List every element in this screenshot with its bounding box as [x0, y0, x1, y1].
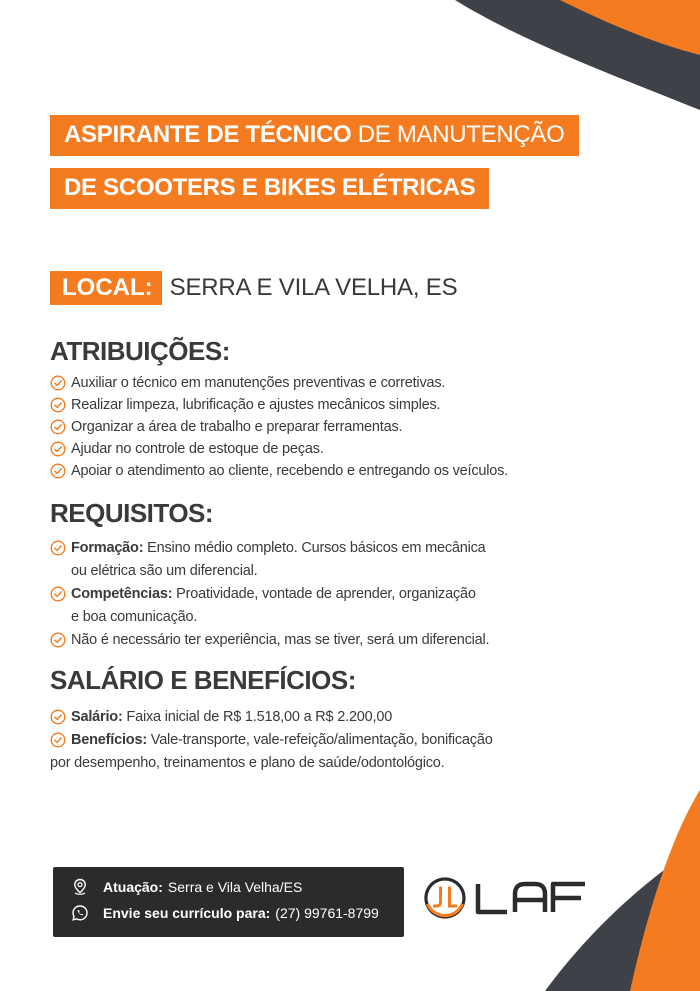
item-line2: ou elétrica são um diferencial.: [71, 563, 258, 579]
check-circle-icon: [50, 463, 66, 479]
item-line2: e boa comunicação.: [71, 609, 198, 625]
local-label: LOCAL:: [50, 271, 162, 305]
item-label: Formação:: [71, 540, 144, 556]
envie-label: Envie seu currículo para:: [103, 905, 271, 921]
item-value: Faixa inicial de R$ 1.518,00 a R$ 2.200,00: [122, 709, 393, 725]
location-pin-icon: [71, 878, 89, 896]
item-line1: Ensino médio completo. Cursos básicos em mecânica: [143, 540, 486, 556]
item-line2: por desempenho, treinamentos e plano de saúde/odontológico.: [50, 755, 445, 771]
item-text: Ajudar no controle de estoque de peças.: [71, 441, 324, 457]
item-text: Organizar a área de trabalho e preparar ferramentas.: [71, 419, 403, 435]
item-line1: Proatividade, vontade de aprender, organização: [172, 586, 476, 602]
title-rest: DE MANUTENÇÃO: [351, 121, 565, 148]
list-item: [50, 416, 508, 438]
item-text: Auxiliar o técnico em manutenções preventivas e corretivas.: [71, 375, 446, 391]
check-circle-icon: [50, 375, 66, 391]
check-circle-icon: [50, 709, 66, 725]
item-label: Benefícios:: [71, 732, 147, 748]
check-circle-icon: [50, 441, 66, 457]
check-circle-icon: [50, 540, 66, 556]
salario-list: [50, 706, 493, 775]
check-circle-icon: [50, 419, 66, 435]
atribuicoes-list: [50, 372, 508, 482]
logo-wordmark: [475, 881, 587, 915]
curriculo-row: [71, 904, 379, 922]
item-label: Competências:: [71, 586, 173, 602]
item-line1: Vale-transporte, vale-refeição/alimentação, bonificação: [146, 732, 493, 748]
salario-heading: SALÁRIO E BENEFÍCIOS:: [50, 665, 356, 695]
local-value: SERRA E VILA VELHA, ES: [169, 274, 458, 301]
item-text: [50, 729, 493, 775]
check-circle-icon: [50, 632, 66, 648]
top-right-orange-swoosh: [560, 0, 700, 55]
title-bold: ASPIRANTE DE TÉCNICO: [64, 121, 352, 148]
laf-logo: [423, 876, 587, 920]
list-item: [50, 583, 489, 629]
check-circle-icon: [50, 586, 66, 602]
requisitos-list: [50, 537, 489, 652]
item-text: Realizar limpeza, lubrificação e ajustes mecânicos simples.: [71, 397, 441, 413]
bottom-right-orange-swoosh: [630, 790, 700, 991]
contact-box: [53, 867, 404, 937]
top-right-dark-swoosh: [455, 0, 700, 110]
atuacao-value: Serra e Vila Velha/ES: [167, 879, 303, 895]
item-text: Apoiar o atendimento ao cliente, recebendo e entregando os veículos.: [71, 463, 509, 479]
whatsapp-icon: [71, 904, 89, 922]
item-text: Não é necessário ter experiência, mas se tiver, será um diferencial.: [71, 632, 490, 648]
contact-phone[interactable]: (27) 99761-8799: [275, 905, 379, 921]
list-item: [50, 537, 489, 583]
item-label: Salário:: [71, 709, 123, 725]
list-item: [50, 706, 493, 729]
logo-monogram-icon: [423, 876, 467, 920]
list-item: [50, 460, 508, 482]
list-item: [50, 372, 508, 394]
list-item: [50, 438, 508, 460]
check-circle-icon: [50, 397, 66, 413]
check-circle-icon: [50, 732, 66, 748]
item-text: [71, 537, 486, 583]
atuacao-label: Atuação:: [103, 879, 163, 895]
local-row: [50, 270, 457, 306]
list-item: [50, 729, 493, 775]
title-line-1: [50, 115, 579, 156]
list-item: [50, 629, 489, 652]
list-item: [50, 394, 508, 416]
atribuicoes-heading: ATRIBUIÇÕES:: [50, 336, 230, 366]
atuacao-row: [71, 878, 302, 896]
item-text: [71, 706, 392, 729]
title-line-2: DE SCOOTERS E BIKES ELÉTRICAS: [50, 168, 489, 209]
requisitos-heading: REQUISITOS:: [50, 498, 214, 528]
item-text: [71, 583, 476, 629]
